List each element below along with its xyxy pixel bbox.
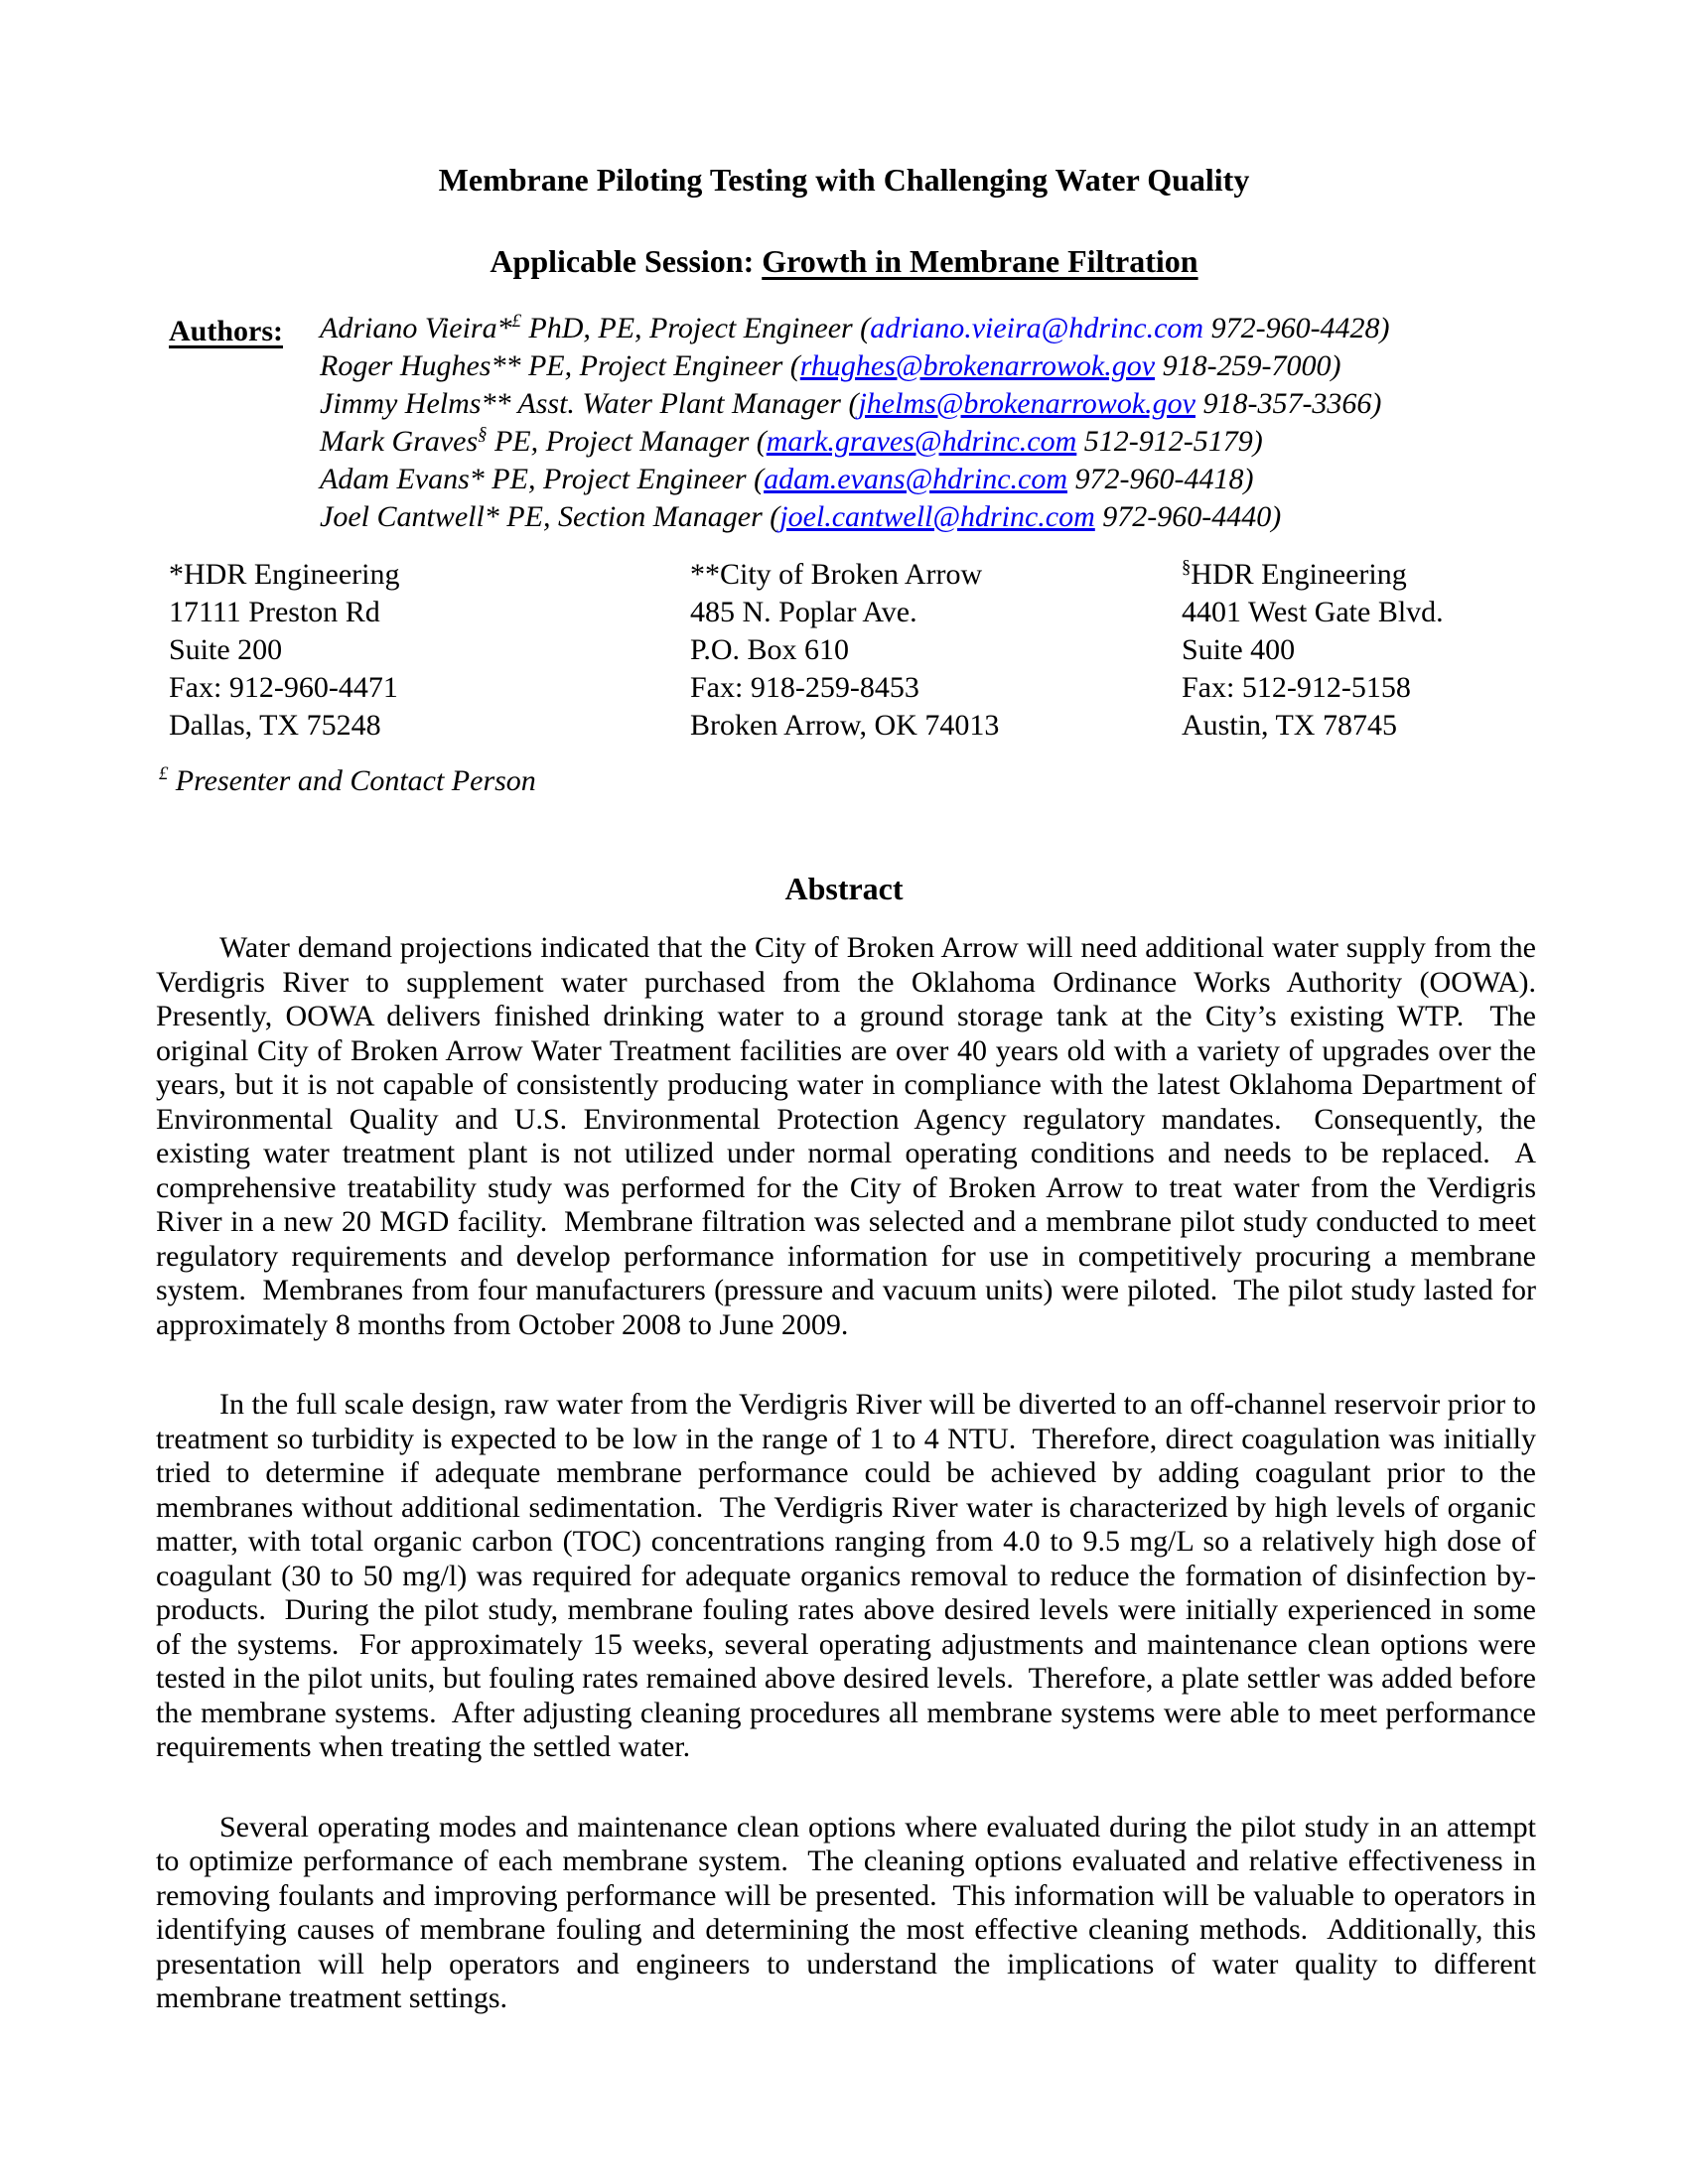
author-name: Jimmy Helms** Asst. Water Plant Manager (	[320, 387, 859, 420]
authors-block	[320, 310, 1390, 536]
author-line	[320, 461, 1390, 498]
author-footnote-mark: £	[511, 311, 521, 332]
paper-title: Membrane Piloting Testing with Challenging Water Quality	[438, 162, 1250, 198]
affiliation-city-broken-arrow	[690, 556, 999, 745]
affiliation-line: 4401 West Gate Blvd.	[1182, 596, 1444, 628]
affiliation-line	[1182, 556, 1444, 594]
abstract-paragraph: Several operating modes and maintenance clean options where evaluated during the pilot study in an attempt to optimize performance of each membrane system. The cleaning options evaluated and relative effectiveness in removing foulants and improving performance will be presented. This information will be valuable to operators in identifying causes of membrane fouling and determining the most effective cleaning methods. Additionally, this presentation will help operators and engineers to understand the implications of water quality to different membrane treatment settings.	[156, 1810, 1544, 2014]
author-phone: 972-960-4440)	[1094, 500, 1282, 533]
affiliation-line: Fax: 918-259-8453	[690, 671, 919, 704]
affiliation-line: Fax: 512-912-5158	[1182, 671, 1411, 704]
abstract-heading: Abstract	[784, 871, 904, 906]
affiliation-line: Suite 200	[169, 633, 283, 666]
abstract-paragraph: Water demand projections indicated that the City of Broken Arrow will need additional water supply from the Verdigris River to supplement water purchased from the Oklahoma Ordinance Works Authority (OOWA). Presently, OOWA delivers finished drinking water to a ground storage tank at the City’s existing WTP. The original City of Broken Arrow Water Treatment facilities are over 40 years old with a variety of upgrades over the years, but it is not capable of consistently producing water in compliance with the latest Oklahoma Department of Environmental Quality and U.S. Environmental Protection Agency regulatory mandates. Consequently, the existing water treatment plant is not utilized under normal operating conditions and needs to be replaced. A comprehensive treatability study was performed for the City of Broken Arrow to treat water from the Verdigris River in a new 20 MGD facility. Membrane filtration was selected and a membrane pilot study conducted to meet regulatory requirements and develop performance information for use in competitively procuring a membrane system. Membranes from four manufacturers (pressure and vacuum units) were piloted. The pilot study lasted for approximately 8 months from October 2008 to June 2009.	[156, 931, 1551, 1341]
affiliation-line: Broken Arrow, OK 74013	[690, 709, 1000, 742]
affiliation-hdr-austin	[1182, 556, 1444, 745]
author-role: PhD, PE, Project Engineer (	[520, 312, 871, 344]
affiliation-line: P.O. Box 610	[690, 633, 850, 666]
abstract-paragraph: In the full scale design, raw water from the Verdigris River will be diverted to an off-channel reservoir prior to treatment so turbidity is expected to be low in the range of 1 to 4 NTU. Therefore, direct coagulation was initially tried to determine if adequate membrane performance could be achieved by adding coagulant prior to the membranes without additional sedimentation. The Verdigris River water is characterized by high levels of organic matter, with total organic carbon (TOC) concentrations ranging from 4.0 to 9.5 mg/L so a relatively high dose of coagulant (30 to 50 mg/l) was required for adequate organics removal to reduce the formation of disinfection by-products. During the pilot study, membrane fouling rates above desired levels were initially experienced in some of the systems. For approximately 15 weeks, several operating adjustments and maintenance clean options were tested in the pilot units, but fouling rates remained above desired levels. Therefore, a plate settler was added before the membrane systems. After adjusting cleaning procedures all membrane systems were able to meet performance requirements when treating the settled water.	[156, 1388, 1544, 1763]
presenter-footnote	[159, 764, 536, 798]
session-line	[0, 243, 1688, 280]
affiliation-line: 17111 Preston Rd	[169, 596, 380, 628]
author-name: Joel Cantwell* PE, Section Manager (	[320, 500, 780, 533]
affiliation-line: Austin, TX 78745	[1182, 709, 1397, 742]
author-line	[320, 423, 1390, 461]
author-email-link[interactable]: jhelms@brokenarrowok.gov	[858, 387, 1196, 420]
affiliation-line: 485 N. Poplar Ave.	[690, 596, 917, 628]
author-name: Mark Graves	[320, 425, 479, 458]
author-name: Adriano Vieira*	[320, 312, 512, 344]
author-role: PE, Project Manager (	[487, 425, 767, 458]
author-email-link[interactable]: adriano.vieira@hdrinc.com	[870, 312, 1204, 344]
affiliation-line: Suite 400	[1182, 633, 1296, 666]
abstract-body	[156, 931, 1551, 2062]
affiliation-line: Fax: 912-960-4471	[169, 671, 398, 704]
author-line	[320, 498, 1390, 536]
author-name: Roger Hughes** PE, Project Engineer (	[320, 349, 800, 382]
affiliation-name: HDR Engineering	[1191, 558, 1407, 591]
author-phone: 918-259-7000)	[1155, 349, 1341, 382]
author-phone: 512-912-5179)	[1076, 425, 1263, 458]
author-line	[320, 310, 1390, 347]
author-phone: 972-960-4428)	[1203, 312, 1390, 344]
author-phone: 918-357-3366)	[1195, 387, 1382, 420]
session-value: Growth in Membrane Filtration	[762, 243, 1198, 279]
authors-label: Authors:	[169, 315, 284, 347]
footnote-mark: £	[159, 763, 169, 784]
author-footnote-mark: §	[478, 424, 488, 445]
author-email-link[interactable]: adam.evans@hdrinc.com	[764, 463, 1067, 495]
author-line	[320, 347, 1390, 385]
affiliation-line: Dallas, TX 75248	[169, 709, 381, 742]
author-email-link[interactable]: joel.cantwell@hdrinc.com	[779, 500, 1095, 533]
affiliation-line: *HDR Engineering	[169, 558, 400, 591]
affiliation-hdr-dallas	[169, 556, 399, 745]
author-name: Adam Evans* PE, Project Engineer (	[320, 463, 765, 495]
footnote-text: Presenter and Contact Person	[168, 764, 536, 797]
session-label: Applicable Session:	[490, 243, 763, 279]
author-email-link[interactable]: mark.graves@hdrinc.com	[766, 425, 1077, 458]
affiliation-footnote-mark: §	[1182, 557, 1192, 578]
author-phone: 972-960-4418)	[1066, 463, 1254, 495]
affiliation-line: **City of Broken Arrow	[690, 558, 983, 591]
author-line	[320, 385, 1390, 423]
author-email-link[interactable]: rhughes@brokenarrowok.gov	[799, 349, 1156, 382]
